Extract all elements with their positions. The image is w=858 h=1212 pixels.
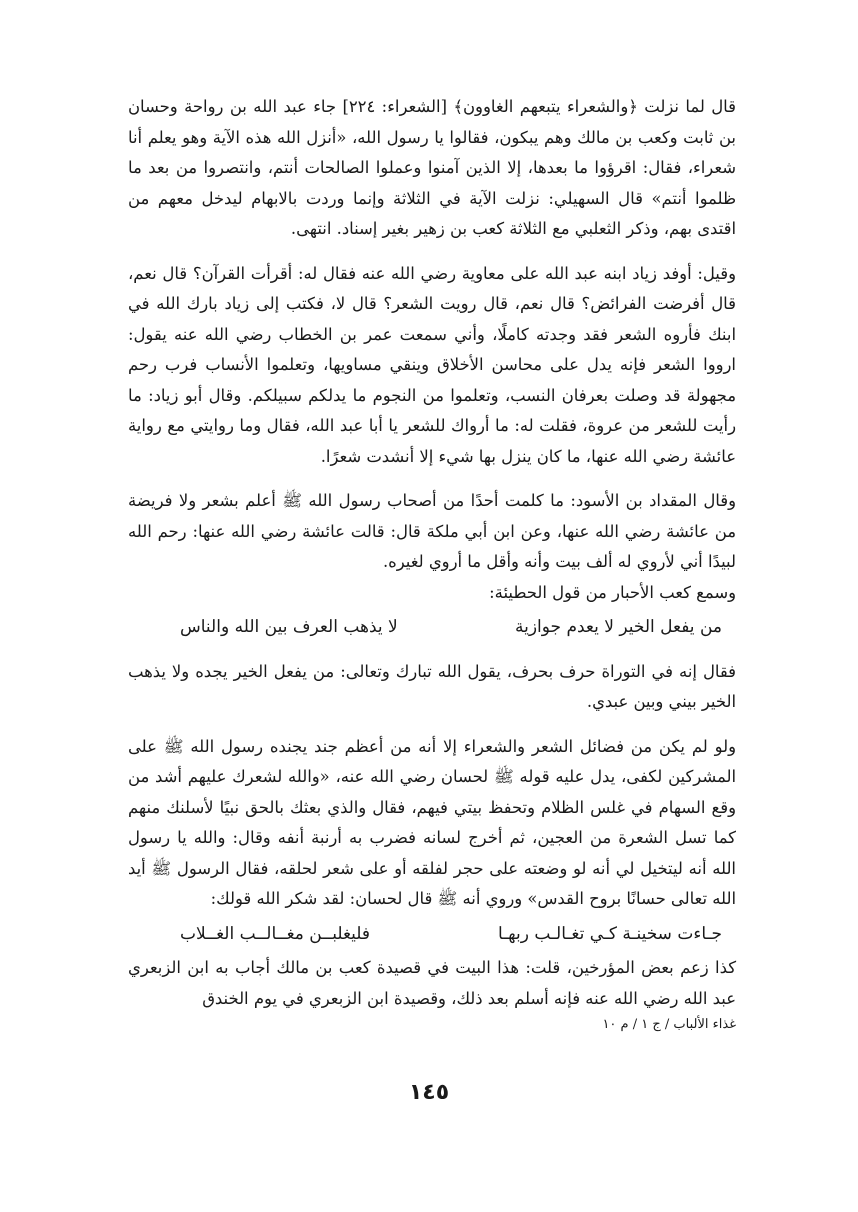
paragraph-kaab-intro: وسمع كعب الأحبار من قول الحطيئة: — [489, 582, 736, 602]
paragraph-revelation-verse: قال لما نزلت ﴿والشعراء يتبعهم الغاوون﴾ [الشعراء: ٢٢٤] جاء عبد الله بن رواحة وحسان بن ثابت وكعب بن مالك وهم يبكون، فقالوا يا رسول الله، «أنزل الله هذه الآية وهو يعلم أنا شعراء، فقال: اقرؤوا ما بعدها، إلا الذين آمنوا وعملوا الصالحات أنتم، وانتصروا من بعد ما ظلموا أنتم» قال السهيلي: نزلت الآية في الثلاثة وإنما وردت بالابهام ليدخل معهم من اقتدى بهم، وذكر الثعلبي مع الثلاثة كعب بن زهير بغير إسناد. انتهى. — [128, 97, 736, 238]
paragraph-miqdad-aisha: وقال المقداد بن الأسود: ما كلمت أحدًا من أصحاب رسول الله ﷺ أعلم بشعر ولا فريضة من عائشة رضي الله عنها، وعن ابن أبي ملكة قال: قالت عائشة رضي الله عنها: رحم الله لبيدًا أني لأروي له ألف بيت وأنه وأقل ما أروي لغيره. — [128, 491, 736, 571]
poetry-verse-sakhina — [128, 919, 736, 950]
paragraph-hassan: ولو لم يكن من فضائل الشعر والشعراء إلا أنه من أعظم جند يجنده رسول الله ﷺ على المشركين لكفى، يدل عليه قوله ﷺ لحسان رضي الله عنه، «والله لشعرك عليهم أشد من وقع السهام في غلس الظلام وتحفظ بيتي فيهم، فقال والذي بعثك بالحق نبيًا لأسلنك منهم كما تسل الشعرة من العجين، ثم أخرج لسانه فضرب به أرنبة أنفه وقال: والله يا رسول الله أنه ليتخيل لي أنه لو وضعته على حجر لفلقه أو على شعر لحلقه، فقال الرسول ﷺ أيد الله تعالى حسانًا بروح القدس» وروي أنه ﷺ قال لحسان: لقد شكر الله قولك: — [128, 736, 736, 908]
poetry-verse-hutayah — [128, 612, 736, 643]
page-number: ١٤٥ — [408, 1080, 450, 1105]
verse-first-hemistich: من يفعل الخير لا يعدم جوازية — [514, 617, 722, 637]
paragraph-torah: فقال إنه في التوراة حرف بحرف، يقول الله تبارك وتعالى: من يفعل الخير يجده ولا يذهب الخير بيني وبين عبدي. — [128, 661, 736, 711]
paragraph-kaab-ibn-malik: كذا زعم بعض المؤرخين، قلت: هذا البيت في قصيدة كعب بن مالك أجاب به ابن الزبعري عبد الله رضي الله عنه فإنه أسلم بعد ذلك، وقصيدة ابن الزبعري في يوم الخندق — [128, 958, 736, 1008]
verse-first-hemistich: جـاءت سخينـة كـي تغـالـب ربهـا — [498, 923, 722, 944]
running-footer-reference: غذاء الألباب / ج ١ / م ١٠ — [602, 1017, 736, 1032]
paragraph-ziyad-story: وقيل: أوفد زياد ابنه عبد الله على معاوية رضي الله عنه فقال له: أقرأت القرآن؟ قال نعم، قال أفرضت الفرائض؟ قال نعم، قال رويت الشعر؟ قال لا، فكتب إلى زياد بارك الله في ابنك فأروه الشعر فقد وجدته كاملًا، وأني سمعت عمر بن الخطاب رضي الله عنه يقول: ارووا الشعر فإنه يدل على محاسن الأخلاق وينقي مساويها، وتعلموا الأنساب فرب رحم مجهولة قد وصلت بعرفان النسب، وتعلموا من النجوم ما يدلكم سبيلكم. وقال أبو زياد: ما رأيت للشعر من عروة، فقلت له: ما أرواك للشعر يا أبا عبد الله، فقال وما روايتي مع رواية عائشة رضي الله عنها، ما كان ينزل بها شيء إلا أنشدت شعرًا. — [128, 263, 736, 466]
verse-second-hemistich: فليغلبــن مغــالــب الغــلاب — [180, 923, 371, 944]
verse-second-hemistich: لا يذهب العرف بين الله والناس — [180, 617, 398, 637]
page-body — [128, 92, 736, 1036]
